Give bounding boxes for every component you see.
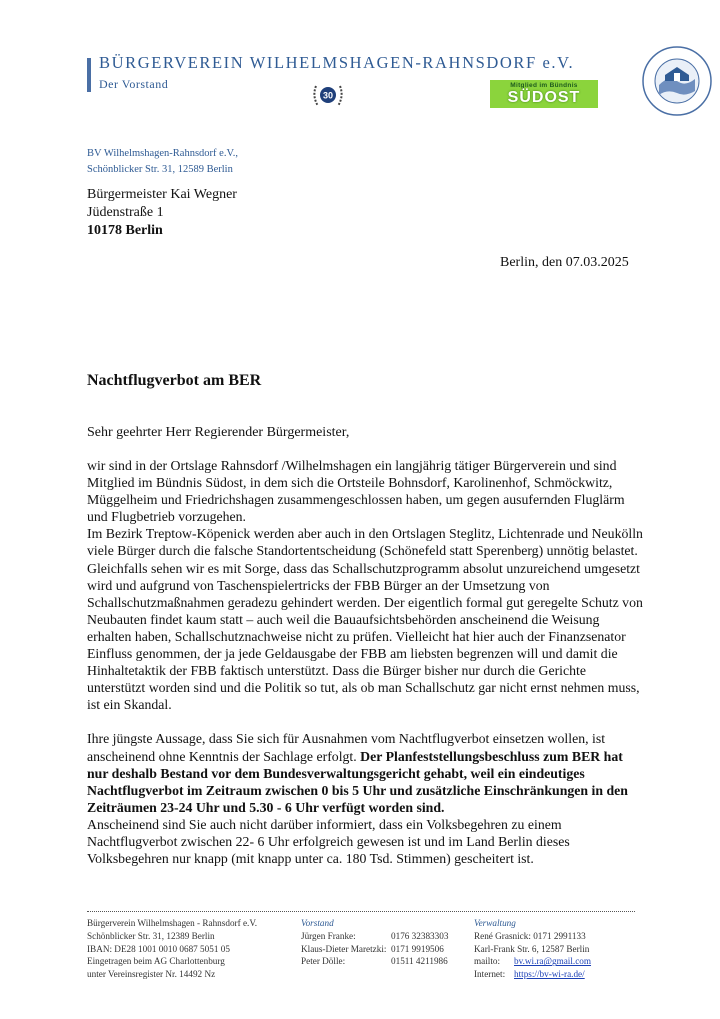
footer-board-heading: Vorstand	[301, 918, 334, 928]
footer-col1-line: unter Vereinsregister Nr. 14492 Nz	[87, 969, 216, 980]
sudost-small-text: Mitglied im Bündnis	[510, 82, 578, 89]
recipient-street: Jüdenstraße 1	[87, 205, 164, 220]
sender-line-1: BV Wilhelmshagen-Rahnsdorf e.V.,	[87, 148, 238, 159]
footer-admin-heading: Verwaltung	[474, 918, 516, 928]
board-member-name: Jürgen Franke:	[301, 930, 356, 941]
footer-admin-line-2: Karl-Frank Str. 6, 12587 Berlin	[474, 943, 590, 954]
body-paragraph-2: Im Bezirk Treptow-Köpenick werden aber auch in den Ortslagen Steglitz, Lichtenrade und Neukölln viele Bürger durch die falsche Standortentscheidung (Schönefeld statt Sperenberg) unnötig belastet. Gleichfalls sehen wir es mit Sorge, dass das Schallschutzprogramm absolut unzureichend umgesetzt wird und aufgrund von Taschenspielertricks der FBB Bürger an der Umsetzung von Schallschutzmaßnahmen geradezu gehindert werden. Der eigentlich formal gut geregelte Schutz von Neubauten findet kaum statt – auch weil die Bauaufsichtsbehörden anscheinend die Weisung erhalten haben, Schallschutznachweise nicht zu prüfen. Vielleicht hat hier auch der Finanzsenator Einfluss genommen, der ja jede Geldausgabe der FBB am liebsten begrenzen will und damit die Hinhaltetaktik der FBB faktisch unterstützt. Dass die Bürger bisher nur durch die Gerichte unterstützt worden sind und die Politik so tut, als ob man Schallschutz gar nicht ernst nehmen muss, ist ein Skandal.	[87, 526, 643, 713]
footer-col1-line: Eingetragen beim AG Charlottenburg	[87, 956, 225, 967]
recipient-name: Bürgermeister Kai Wegner	[87, 187, 237, 202]
body-paragraph-4: Anscheinend sind Sie auch nicht darüber informiert, dass ein Volksbegehren zu einem Nachtflugverbot zwischen 22- 6 Uhr erfolgreich gewesen ist und im Land Berlin dieses Volksbegehren nur knapp (mit knapp unter ca. 180 Tsd. Stimmen) gescheitert ist.	[87, 816, 570, 867]
footer-divider	[87, 911, 635, 912]
board-member-phone: 0176 32383303	[391, 930, 449, 941]
web-label: Internet:	[474, 969, 506, 980]
footer-association-info	[87, 917, 257, 981]
body-paragraph-3	[87, 730, 647, 815]
badge-number: 30	[322, 90, 334, 101]
sudost-logo	[490, 80, 598, 108]
website-link[interactable]: https://bv-wi-ra.de/	[514, 969, 585, 980]
letter-subject: Nachtflugverbot am BER	[87, 372, 262, 389]
salutation: Sehr geehrter Herr Regierender Bürgermeister,	[87, 425, 350, 440]
footer-admin-line-1: René Grasnick: 0171 2991133	[474, 930, 586, 941]
org-name: BÜRGERVEREIN WILHELMSHAGEN-RAHNSDORF e.V.	[99, 53, 575, 72]
mail-label: mailto:	[474, 956, 501, 967]
sender-address	[87, 146, 238, 178]
body-paragraph-1: wir sind in der Ortslage Rahnsdorf /Wilhelmshagen ein langjährig tätiger Bürgerverein und sind Mitglied im Bündnis Südost, in dem sich die Ortsteile Bohnsdorf, Karolinenhof, Schmöckwitz, Müggelheim und Friedrichshagen zusammengeschlossen haben, um gegen ausufernden Fluglärm und Flugbetrieb vorzugehen.	[87, 458, 625, 525]
footer-administration	[474, 917, 591, 981]
sender-line-2: Schönblicker Str. 31, 12589 Berlin	[87, 164, 233, 175]
footer-col1-line: IBAN: DE28 1001 0010 0687 5051 05	[87, 943, 230, 954]
email-link[interactable]: bv.wi.ra@gmail.com	[514, 956, 592, 967]
recipient-city: 10178 Berlin	[87, 223, 163, 238]
letter-date: Berlin, den 07.03.2025	[500, 255, 629, 270]
recipient-address	[87, 186, 237, 240]
letter-body	[87, 457, 647, 867]
anniversary-badge-icon	[310, 82, 346, 110]
header-accent-bar	[87, 58, 91, 92]
board-member-phone: 01511 4211986	[391, 956, 448, 967]
association-seal-icon	[641, 45, 713, 117]
body-paragraph-3-bold: Der Planfeststellungsbeschluss zum BER hat nur deshalb Bestand vor dem Bundesverwaltungsgericht gehabt, weil ein eindeutiges Nachtflugverbot im Zeitraum zwischen 0 bis 5 Uhr und zusätzliche Einschränkungen in den Zeiträumen 23-24 Uhr und 5.30 - 6 Uhr verfügt worden sind.	[87, 748, 628, 815]
board-label: Der Vorstand	[99, 77, 169, 91]
footer-col1-line: Schönblicker Str. 31, 12389 Berlin	[87, 930, 215, 941]
footer-board-contacts	[301, 917, 448, 968]
board-member-name: Peter Dölle:	[301, 956, 346, 967]
footer-col1-line: Bürgerverein Wilhelmshagen - Rahnsdorf e.V.	[87, 918, 258, 928]
board-member-name: Klaus-Dieter Maretzki:	[301, 943, 387, 954]
body-paragraph-3-normal: Ihre jüngste Aussage, dass Sie sich für Ausnahmen vom Nachtflugverbot einsetzen wollen, ist anscheinend ohne Kenntnis der Sachlage erfolgt.	[87, 731, 606, 764]
sudost-big-text: SÜDOST	[507, 89, 581, 106]
board-member-phone: 0171 9919506	[391, 943, 444, 954]
